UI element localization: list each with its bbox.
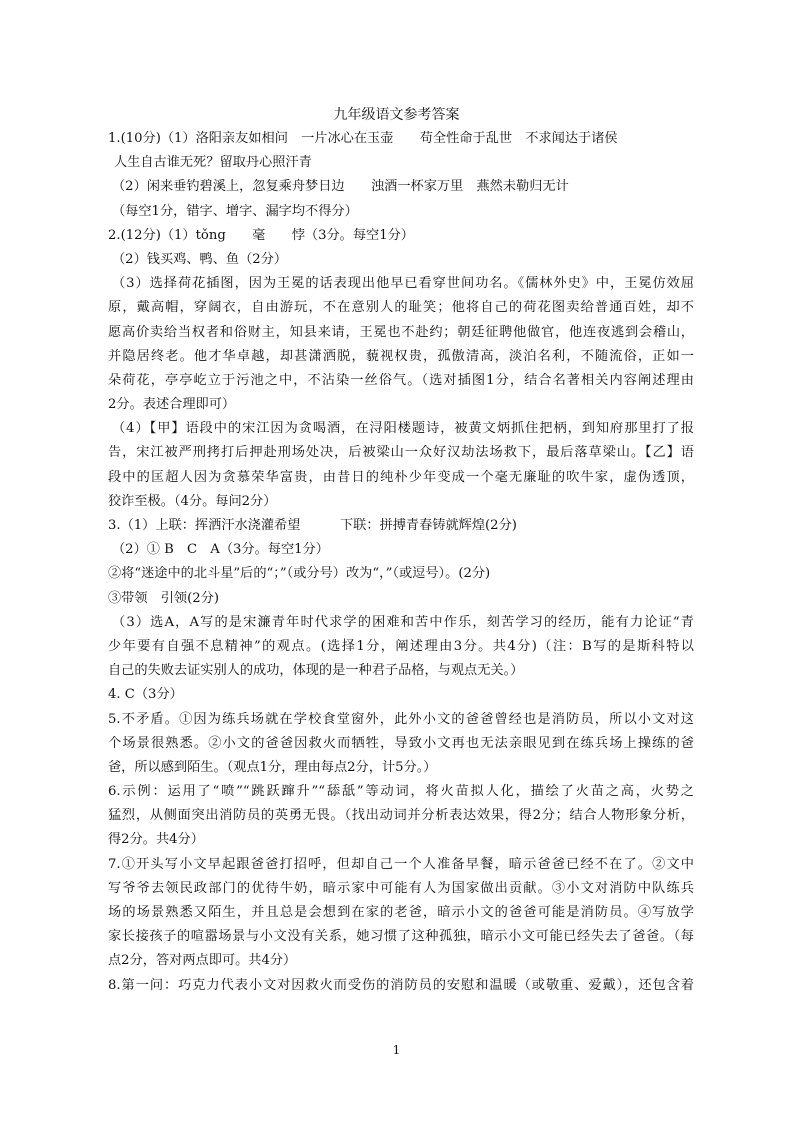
answer-line: 7.①开头写小文早起跟爸爸打招呼，但却自己一个人准备早餐，暗示爸爸已经不在了。②文中 xyxy=(108,856,694,872)
answer-line: 段中的匡超人因为贪慕荣华富贵，由昔日的纯朴少年变成一个毫无廉耻的吹牛家，虚伪透顶， xyxy=(108,469,694,485)
answer-line: ③带领 引领(2分) xyxy=(108,590,219,606)
answer-line: 场的场景熟悉又陌生，并且总是会想到在家的老爸，暗示小文的爸爸可能是消防员。④写放学 xyxy=(108,905,694,920)
answer-line: （4）【甲】语段中的宋江因为贪喝酒，在浔阳楼题诗，被黄文炳抓住把柄，到知府那里打了报 xyxy=(112,421,694,437)
answer-line: 点2分，答对两点即可。共4分） xyxy=(108,953,297,969)
answer-line: 2分。表述合理即可） xyxy=(108,397,236,413)
answer-line: 家长接孩子的喧嚣场景与小文没有关系，她习惯了这种孤独，暗示小文可能已经失去了爸爸。（每 xyxy=(108,929,694,945)
answer-line: （3）选A，A写的是宋濂青年时代求学的困难和苦中作乐，刻苦学习的经历，能有力论证“青 xyxy=(112,614,694,630)
answer-line: 写爷爷去领民政部门的优待牛奶，暗示家中可能有人为国家做出贡献。③小文对消防中队练兵 xyxy=(108,880,694,896)
answer-line: 6.示例：运用了“喷”“跳跃蹿升”“舔舐”等动词，将火苗拟人化，描绘了火苗之高，火势之 xyxy=(108,784,694,800)
answer-line: 狡诈至极。（4分。每问2分） xyxy=(108,493,277,509)
answer-line: （3）选择荷花插图，因为王冕的话表现出他早已看穿世间功名。《儒林外史》中，王冕仿效屈 xyxy=(112,276,694,292)
answer-line: （2）钱买鸡、鸭、鱼（2分） xyxy=(112,251,288,267)
answer-line: 自己的失败去证实别人的成功，体现的是一种君子品格，与观点无关。） xyxy=(108,663,524,679)
answer-line: 2.(12分)（1）tǒng 毫 悖（3分。每空1分） xyxy=(108,227,414,243)
answer-line: 朵荷花，亭亭屹立于污池之中，不沾染一丝俗气。（选对插图1分，结合名著相关内容阐述理由 xyxy=(108,372,694,388)
answer-line: 少年要有自强不息精神”的观点。(选择1分，阐述理由3分。共4分)（注：B写的是斯科特以 xyxy=(108,638,694,654)
answer-line: 得2分。共4分） xyxy=(108,832,204,848)
answer-line: 3.（1）上联：挥洒汗水浇灌希望 下联：拼搏青春铸就辉煌(2分) xyxy=(108,518,517,533)
answer-line: 告，宋江被严刑拷打后押赴刑场处决，后被梁山一众好汉劫法场救下，最后落草梁山。【乙】语 xyxy=(108,445,694,461)
answer-line: 人生自古谁无死？留取丹心照汗青 xyxy=(114,155,312,171)
answer-line: ②将“迷途中的北斗星”后的“；”（或分号）改为“，”（或逗号）。(2分) xyxy=(108,566,491,582)
answer-line: （2）闲来垂钓碧溪上，忽复乘舟梦日边 浊酒一杯家万里 燕然未勒归无计 xyxy=(112,179,569,195)
answer-body xyxy=(108,127,694,998)
answer-line: 爸，所以感到陌生。（观点1分，理由每点2分，计5分。） xyxy=(108,759,437,775)
answer-line: 原，戴高帽，穿阔衣，自由游玩，不在意别人的耻笑；他将自己的荷花图卖给普通百姓，却不 xyxy=(108,300,694,316)
answer-line: 1.(10分)（1）洛阳亲友如相问 一片冰心在玉壶 苟全性命于乱世 不求闻达于诸侯 xyxy=(108,131,618,146)
answer-line: 5.不矛盾。①因为练兵场就在学校食堂窗外，此外小文的爸爸曾经也是消防员，所以小文对这 xyxy=(108,711,694,727)
answer-line: 4. C（3分） xyxy=(108,687,183,703)
page-number: 1 xyxy=(392,1043,401,1057)
answer-line: （2）① B C A（3分。每空1分） xyxy=(112,542,329,558)
answer-line: 个场景很熟悉。②小文的爸爸因救火而牺牲，导致小文再也无法亲眼见到在练兵场上操练的爸 xyxy=(108,735,694,751)
document-title: 九年级语文参考答案 xyxy=(333,107,460,123)
answer-line: 8.第一问：巧克力代表小文对因救火而受伤的消防员的安慰和温暖（或敬重、爱戴），还包含着 xyxy=(108,977,694,993)
answer-line: （每空1分，错字、增字、漏字均不得分） xyxy=(112,203,358,219)
answer-line: 愿高价卖给当权者和俗财主，知县来请，王冕也不赴约；朝廷征聘他做官，他连夜逃到会稽山， xyxy=(108,324,694,340)
answer-line: 猛烈，从侧面突出消防员的英勇无畏。（找出动词并分析表达效果，得2分；结合人物形象分析， xyxy=(108,808,694,824)
answer-line: 并隐居终老。他才华卓越，却甚潇洒脱，藐视权贵，孤傲清高，淡泊名利，不随流俗，正如一 xyxy=(108,348,694,364)
